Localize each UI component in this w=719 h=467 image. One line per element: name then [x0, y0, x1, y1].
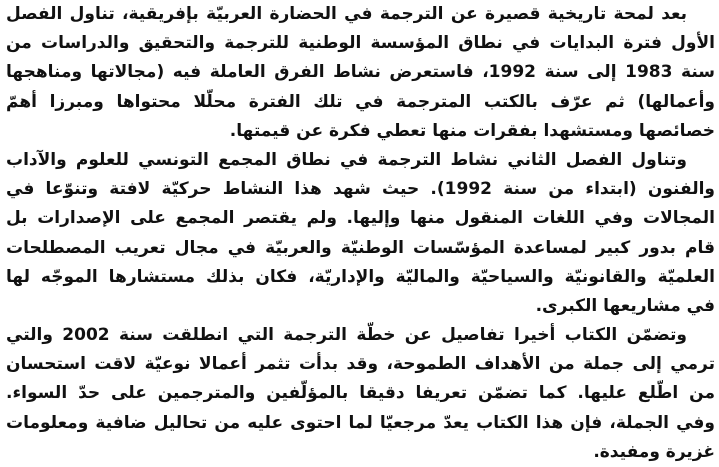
- paragraph-1-line: خصائصها ومستشهدا بفقرات منها تعطي فكرة عن قيمتها.: [229, 120, 715, 141]
- paragraph-3-line: ترمي إلى جملة من الأهداف الطموحة، وقد بدأت تثمر أعمالا نوعيّة لاقت استحسان: [6, 354, 715, 375]
- paragraph-3-line: من اطّلع عليها. كما تضمّن تعريفا دقيقا بالمؤلّفين والمترجمين على حدّ السواء.: [6, 383, 715, 404]
- paragraph-1-line: وأعمالها) ثم عرّف بالكتب المترجمة في تلك الفترة محلّلا محتواها ومبرزا أهمّ: [6, 91, 715, 112]
- paragraph-2-line: قام بدور كبير لمساعدة المؤسّسات الوطنيّة والعربيّة في مجال تعريب المصطلحات: [6, 237, 715, 258]
- paragraph-2-line: المجالات وفي اللغات المنقول منها وإليها. ولم يقتصر المجمع على الإصدارات بل: [6, 208, 715, 229]
- paragraph-4-line: وفي الجملة، فإن هذا الكتاب يعدّ مرجعيّا لما احتوى عليه من تحاليل ضافية ومعلومات: [6, 412, 715, 433]
- paragraph-2-line: في مشاريعها الكبرى.: [535, 295, 715, 316]
- paragraph-1-line: سنة 1983 إلى سنة 1992، فاستعرض نشاط الفرق العاملة فيه (مجالاتها ومناهجها: [6, 62, 715, 83]
- paragraph-2-line: وتناول الفصل الثاني نشاط الترجمة في نطاق المجمع التونسي للعلوم والآداب: [6, 149, 687, 170]
- paragraph-4-line: غزيرة ومفيدة.: [593, 441, 715, 462]
- paragraph-2-line: والفنون (ابتداء من سنة 1992). حيث شهد هذا النشاط حركيّة لافتة وتنوّعا في: [6, 179, 715, 200]
- paragraph-1-line: الأول فترة البدايات في نطاق المؤسسة الوطنية للترجمة والتحقيق والدراسات من: [6, 33, 715, 54]
- paragraph-3-line: وتضمّن الكتاب أخيرا تفاصيل عن خطّة الترجمة التي انطلقت سنة 2002 والتي: [6, 325, 687, 346]
- paragraph-2-line: العلميّة والقانونيّة والسياحيّة والماليّة والإداريّة، فكان بذلك مستشارها الموجّه لها: [6, 266, 715, 287]
- paragraph-1-line: بعد لمحة تاريخية قصيرة عن الترجمة في الحضارة العربيّة بإفريقية، تناول الفصل: [6, 4, 687, 24]
